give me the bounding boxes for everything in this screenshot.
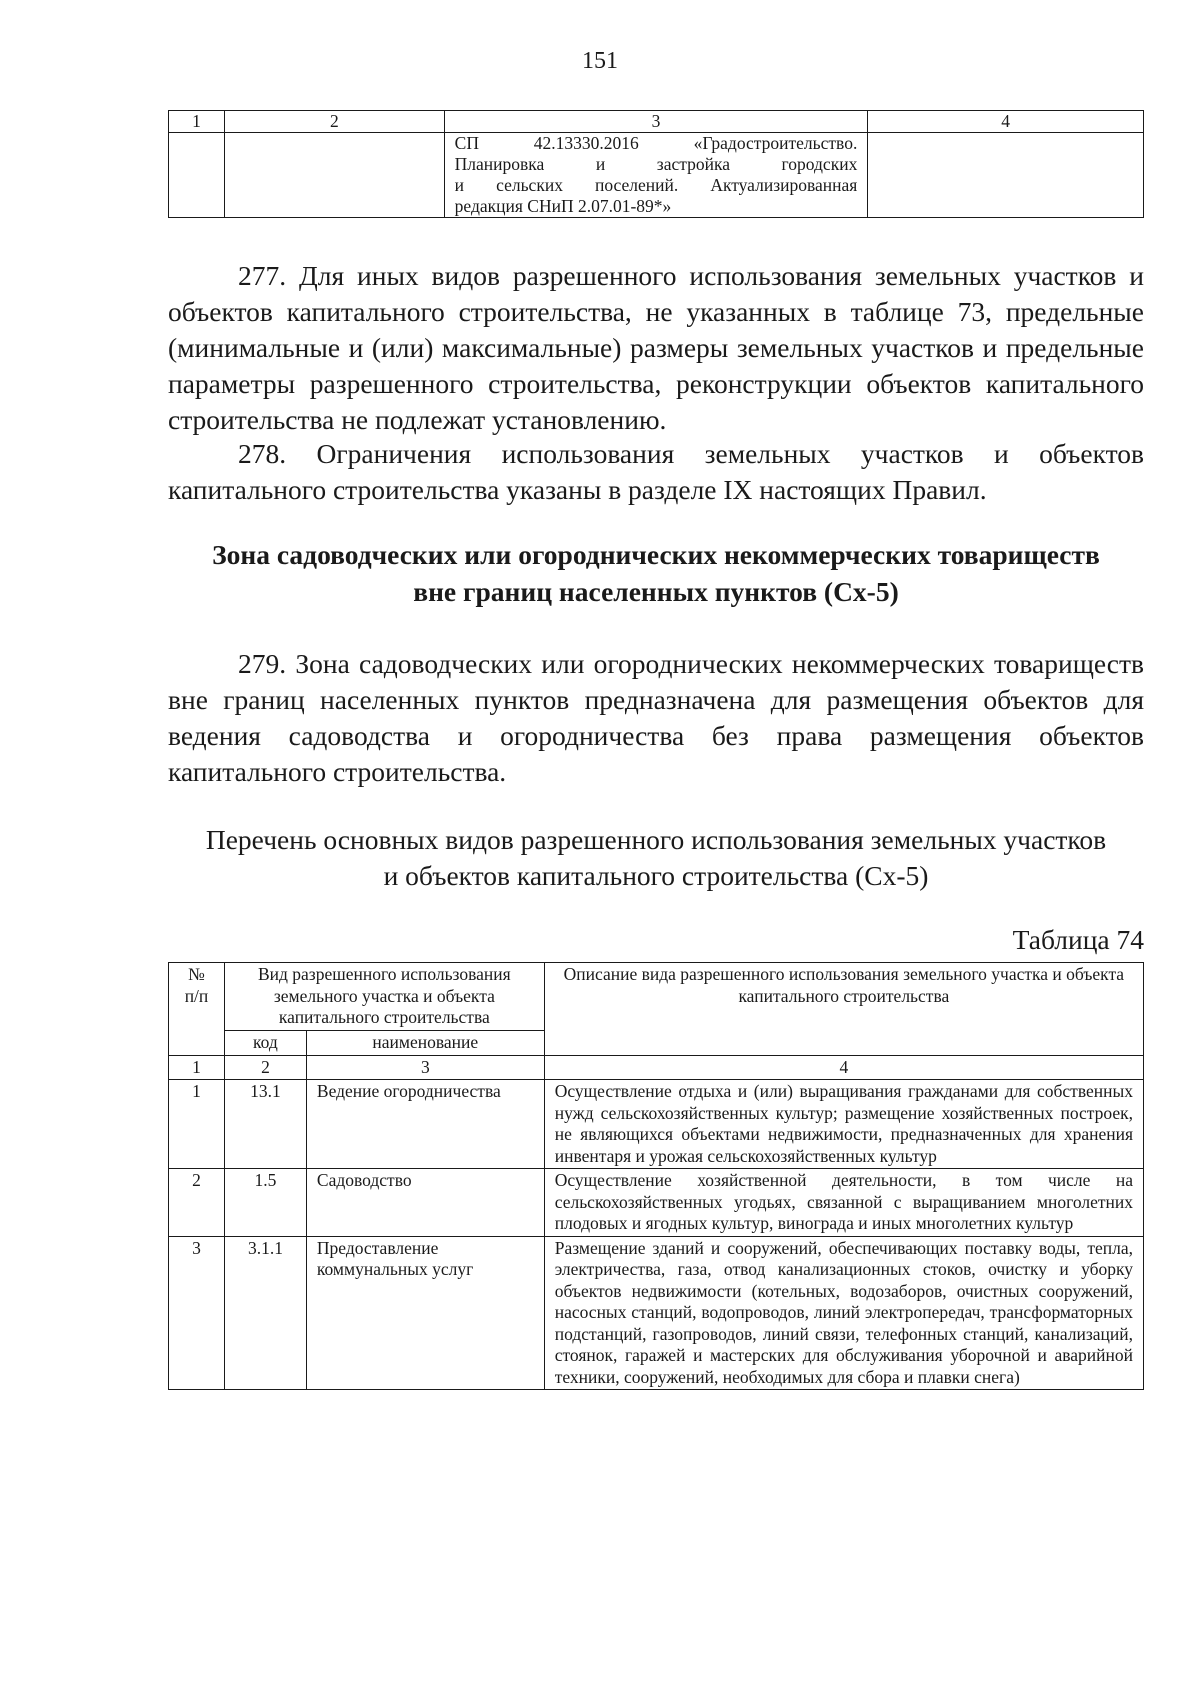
page-number: 151: [582, 48, 618, 74]
list-title: [168, 822, 1144, 894]
row-code: 13.1: [224, 1080, 306, 1169]
permitted-use-table: [168, 962, 1144, 1390]
header-number: № п/п: [169, 963, 225, 1056]
continuation-table: [168, 110, 1144, 218]
row-code: 3.1.1: [224, 1236, 306, 1390]
regulation-reference-cell: [444, 133, 868, 218]
row-name: Ведение огородничества: [306, 1080, 544, 1169]
section-heading-line-1: Зона садоводческих или огороднических некоммерческих товариществ: [212, 539, 1100, 570]
column-numbers-row: [169, 1055, 1144, 1080]
table-row: [169, 133, 1144, 218]
table-cell: [169, 133, 225, 218]
paragraph-277: 277. Для иных видов разрешенного использования земельных участков и объектов капитального строительства, не указанных в таблице 73, предельные (минимальные и (или) максимальные) размеры земельных участков и предельные параметры разрешенного строительства, реконструкции объектов капитального строительства не подлежат установлению.: [168, 260, 1144, 435]
section-heading-line-2: вне границ населенных пунктов (Сх-5): [413, 576, 899, 607]
col-number-1: 1: [169, 111, 225, 133]
section-heading: [168, 536, 1144, 610]
table-caption: Таблица 74: [1012, 924, 1144, 955]
row-name: Предоставление коммунальных услуг: [306, 1236, 544, 1390]
col-number-4: 4: [544, 1055, 1143, 1080]
row-number: 2: [169, 1169, 225, 1237]
row-name: Садоводство: [306, 1169, 544, 1237]
table-row: [169, 1169, 1144, 1237]
row-description: Размещение зданий и сооружений, обеспечивающих поставку воды, тепла, электричества, газа, отвод канализационных стоков, очистку и уборку объектов недвижимости (котельных, водозаборов, очистных сооружений, насосных станций, водопроводов, линий электропередач, трансформаторных подстанций, газопроводов, линий связи, телефонных станций, канализаций, стоянок, гаражей и мастерских для обслуживания уборочной и аварийной техники, сооружений, необходимых для сбора и плавки снега): [544, 1236, 1143, 1390]
reference-line: Планировка и застройка городских: [454, 154, 858, 174]
table-row: [169, 1236, 1144, 1390]
list-title-line-2: и объектов капитального строительства (Сх-5): [383, 860, 929, 891]
table-row: [169, 1080, 1144, 1169]
paragraph-279: 279. Зона садоводческих или огороднических некоммерческих товариществ вне границ населенных пунктов предназначена для размещения объектов для ведения садоводства и огородничества без права размещения объектов капитального строительства.: [168, 648, 1144, 787]
header-description: Описание вида разрешенного использования земельного участка и объекта капитального строительства: [544, 963, 1143, 1056]
col-number-1: 1: [169, 1055, 225, 1080]
row-number: 1: [169, 1080, 225, 1169]
col-number-4: 4: [868, 111, 1144, 133]
reference-line: СП 42.13330.2016 «Градостроительство.: [454, 133, 858, 153]
header-kind: Вид разрешенного использования земельного участка и объекта капитального строительства: [224, 963, 544, 1031]
col-number-2: 2: [224, 111, 444, 133]
paragraph-278: 278. Ограничения использования земельных участков и объектов капитального строительства указаны в разделе IX настоящих Правил.: [168, 438, 1144, 505]
row-code: 1.5: [224, 1169, 306, 1237]
row-number: 3: [169, 1236, 225, 1390]
col-number-2: 2: [224, 1055, 306, 1080]
table-cell: [868, 133, 1144, 218]
list-title-line-1: Перечень основных видов разрешенного использования земельных участков: [205, 824, 1107, 855]
table-header-row: [169, 963, 1144, 1031]
col-number-3: 3: [306, 1055, 544, 1080]
table-cell: [224, 133, 444, 218]
col-number-3: 3: [444, 111, 868, 133]
row-description: Осуществление отдыха и (или) выращивания гражданами для собственных нужд сельскохозяйственных культур; размещение хозяйственных построек, не являющихся объектами недвижимости, предназначенных для хранения инвентаря и урожая сельскохозяйственных культур: [544, 1080, 1143, 1169]
table-header-row: [169, 111, 1144, 133]
reference-line: редакция СНиП 2.07.01-89*»: [454, 196, 672, 216]
reference-line: и сельских поселений. Актуализированная: [454, 175, 858, 195]
header-code: код: [224, 1031, 306, 1056]
header-name: наименование: [306, 1031, 544, 1056]
row-description: Осуществление хозяйственной деятельности, в том числе на сельскохозяйственных угодьях, связанной с выращиванием многолетних плодовых и ягодных культур, винограда и иных многолетних культур: [544, 1169, 1143, 1237]
